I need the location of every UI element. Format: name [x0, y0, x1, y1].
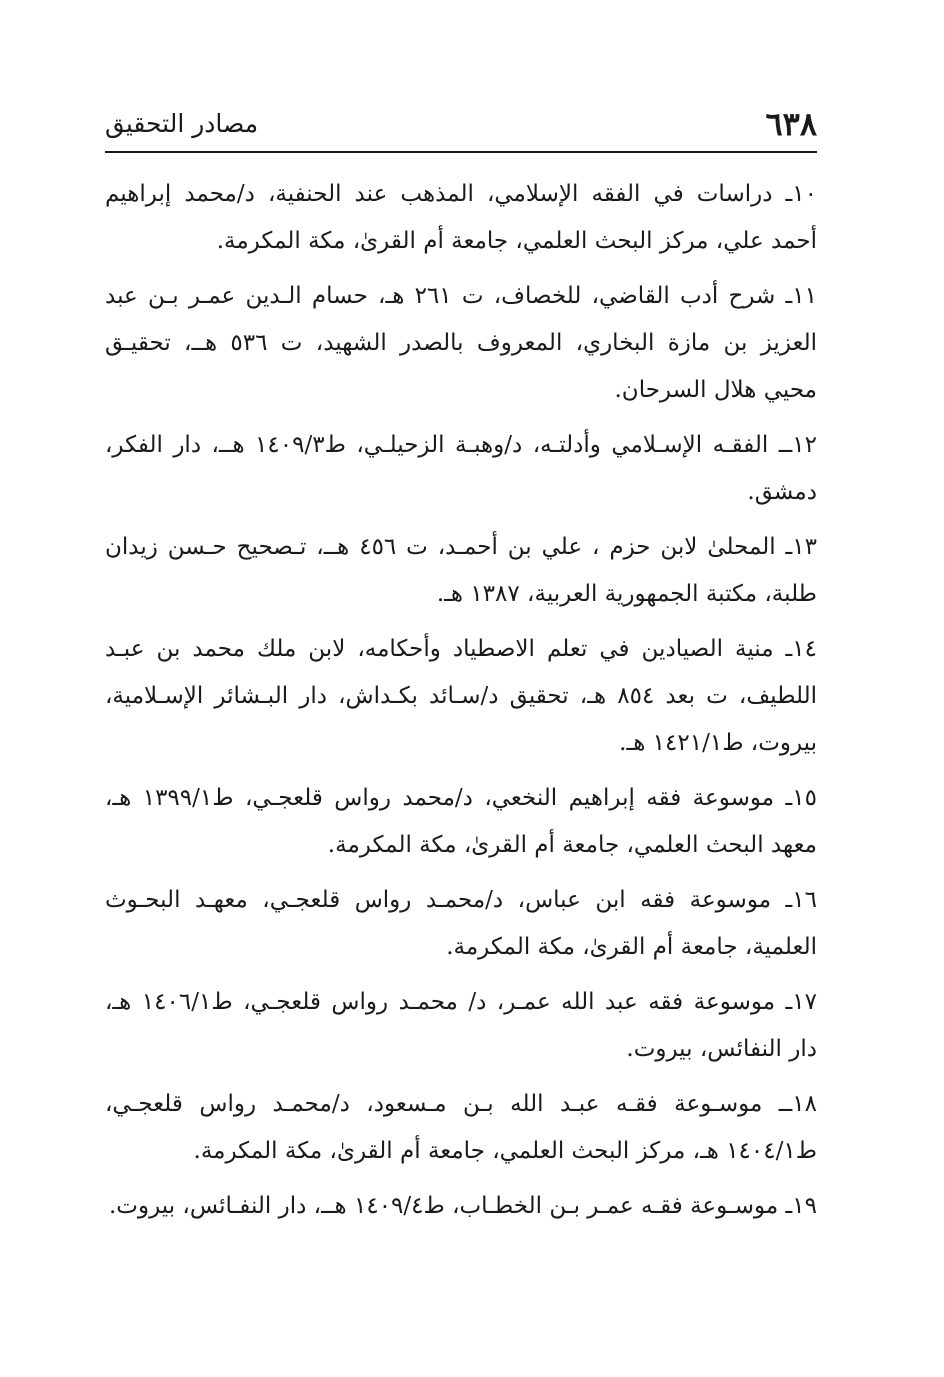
- header-rule: [105, 151, 817, 153]
- bibliography-entry: ١٦ـ موسوعة فقه ابن عباس، د/محمـد رواس قلعجـي، معهـد البحـوث العلمية، جامعة أم القرىٰ، مكة المكرمة.: [105, 887, 817, 960]
- page-header: [105, 96, 817, 150]
- page-number: ٦٣٨: [765, 105, 817, 143]
- bibliography-entry: ١٤ـ منية الصيادين في تعلم الاصطياد وأحكامه، لابن ملك محمد بن عبـد اللطيف، ت بعد ٨٥٤ هـ، تحقيق د/سـائد بكـداش، دار البـشائر الإسـلامية، بيروت، ط١٤٢١/١ هـ.: [105, 636, 817, 756]
- bibliography-entry: ١٨ــ موسـوعة فقـه عبـد الله بـن مـسعود، د/محمـد رواس قلعجـي، ط١٤٠٤/١ هـ، مركز البحث العلمي، جامعة أم القرىٰ، مكة المكرمة.: [105, 1091, 817, 1164]
- bibliography-entry: ١١ـ شرح أدب القاضي، للخصاف، ت ٢٦١ هـ، حسام الـدين عمـر بـن عبد العزيز بن مازة البخاري، المعروف بالصدر الشهيد، ت ٥٣٦ هــ، تحقيـق محيي هلال السرحان.: [105, 283, 818, 403]
- bibliography-entry: ١٣ـ المحلىٰ لابن حزم ، علي بن أحمـد، ت ٤٥٦ هــ، تـصحيح حـسن زيدان طلبة، مكتبة الجمهورية العربية، ١٣٨٧ هـ.: [105, 534, 818, 607]
- bibliography-entry: ١٧ـ موسوعة فقه عبد الله عمـر، د/ محمـد رواس قلعجـي، ط١٤٠٦/١ هـ، دار النفائس، بيروت.: [105, 989, 817, 1062]
- bibliography-entry: ١٠ـ دراسات في الفقه الإسلامي، المذهب عند الحنفية، د/محمد إبراهيم أحمد علي، مركز البحث العلمي، جامعة أم القرىٰ، مكة المكرمة.: [105, 181, 817, 254]
- bibliography-entry: ١٥ـ موسوعة فقه إبراهيم النخعي، د/محمد رواس قلعجـي، ط١٣٩٩/١ هـ، معهد البحث العلمي، جامعة أم القرىٰ، مكة المكرمة.: [105, 785, 817, 858]
- running-title: مصادر التحقيق: [105, 109, 259, 138]
- bibliography-entry: ١٩ـ موسـوعة فقـه عمـر بـن الخطـاب، ط١٤٠٩/٤ هــ، دار النفـائس، بيروت.: [109, 1193, 817, 1219]
- bibliography-list: [105, 171, 817, 1238]
- bibliography-entry: ١٢ــ الفقـه الإسـلامي وأدلتـه، د/وهبـة الزحيلـي، ط١٤٠٩/٣ هــ، دار الفكر، دمشق.: [105, 432, 817, 505]
